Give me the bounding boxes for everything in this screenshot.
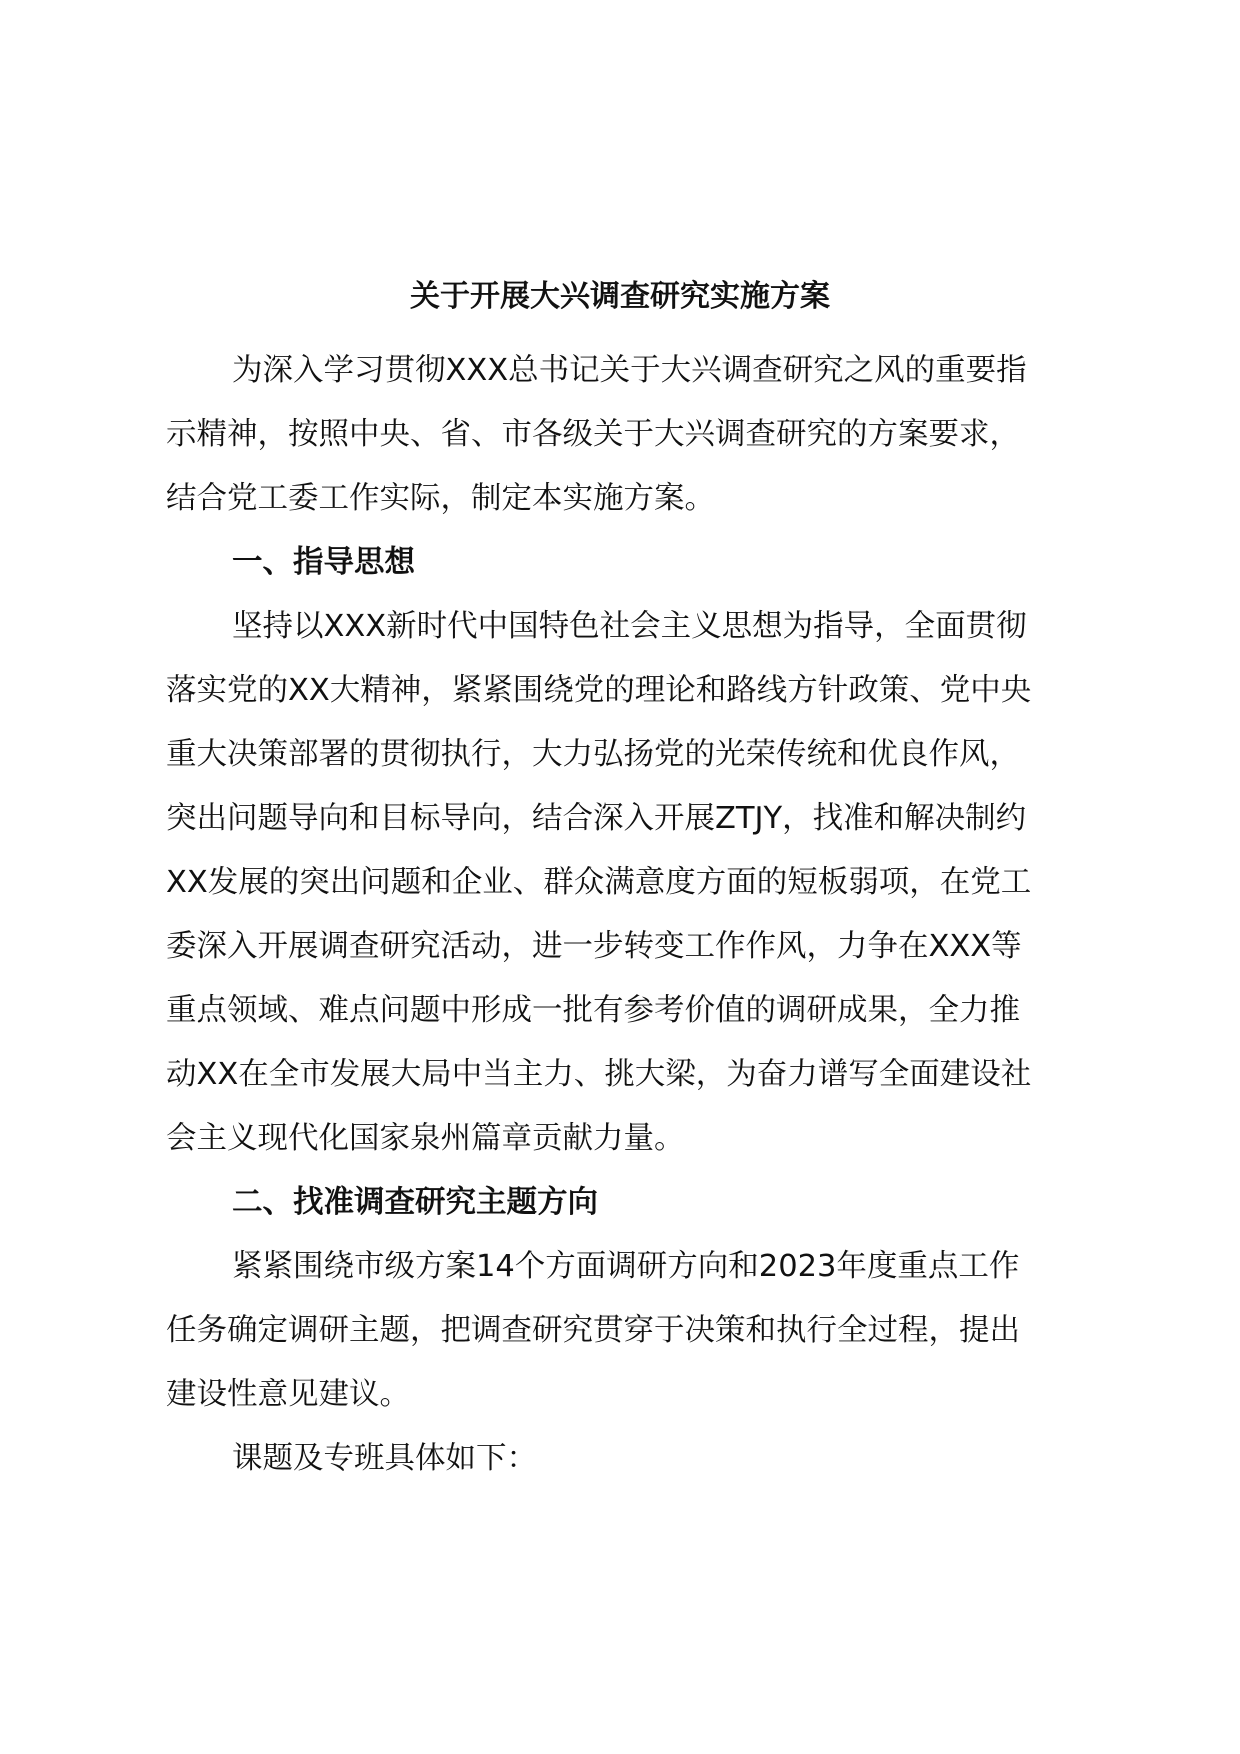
topics-intro: 课题及专班具体如下： (232, 1441, 537, 1476)
intro-line: 结合党工委工作实际，制定本实施方案。 (166, 481, 715, 516)
section1-line: 落实党的XX大精神，紧紧围绕党的理论和路线方针政策、党中央 (166, 673, 1032, 708)
section1-line: 动XX在全市发展大局中当主力、挑大梁，为奋力谱写全面建设社 (166, 1057, 1032, 1092)
document-title: 关于开展大兴调查研究实施方案 (410, 279, 830, 314)
intro-line: 示精神，按照中央、省、市各级关于大兴调查研究的方案要求， (166, 417, 1020, 452)
intro-line: 为深入学习贯彻XXX总书记关于大兴调查研究之风的重要指 (232, 353, 1027, 388)
section2-line: 建设性意见建议。 (166, 1377, 410, 1412)
section2-heading: 二、找准调查研究主题方向 (232, 1185, 598, 1220)
section1-line: 重点领域、难点问题中形成一批有参考价值的调研成果，全力推 (166, 993, 1020, 1028)
section1-line: 重大决策部署的贯彻执行，大力弘扬党的光荣传统和优良作风， (166, 737, 1020, 772)
section1-line: 委深入开展调查研究活动，进一步转变工作作风，力争在XXX等 (166, 929, 1022, 964)
section2-line: 紧紧围绕市级方案14个方面调研方向和2023年度重点工作 (232, 1249, 1020, 1284)
section1-line: 坚持以XXX新时代中国特色社会主义思想为指导，全面贯彻 (232, 609, 1027, 644)
section2-line: 任务确定调研主题，把调查研究贯穿于决策和执行全过程，提出 (166, 1313, 1020, 1348)
section1-line: 突出问题导向和目标导向，结合深入开展ZTJY，找准和解决制约 (166, 801, 1027, 836)
section1-heading: 一、指导思想 (232, 545, 415, 580)
section1-line: 会主义现代化国家泉州篇章贡献力量。 (166, 1121, 685, 1156)
section1-line: XX发展的突出问题和企业、群众满意度方面的短板弱项，在党工 (166, 865, 1032, 900)
document-body (166, 339, 1106, 1491)
